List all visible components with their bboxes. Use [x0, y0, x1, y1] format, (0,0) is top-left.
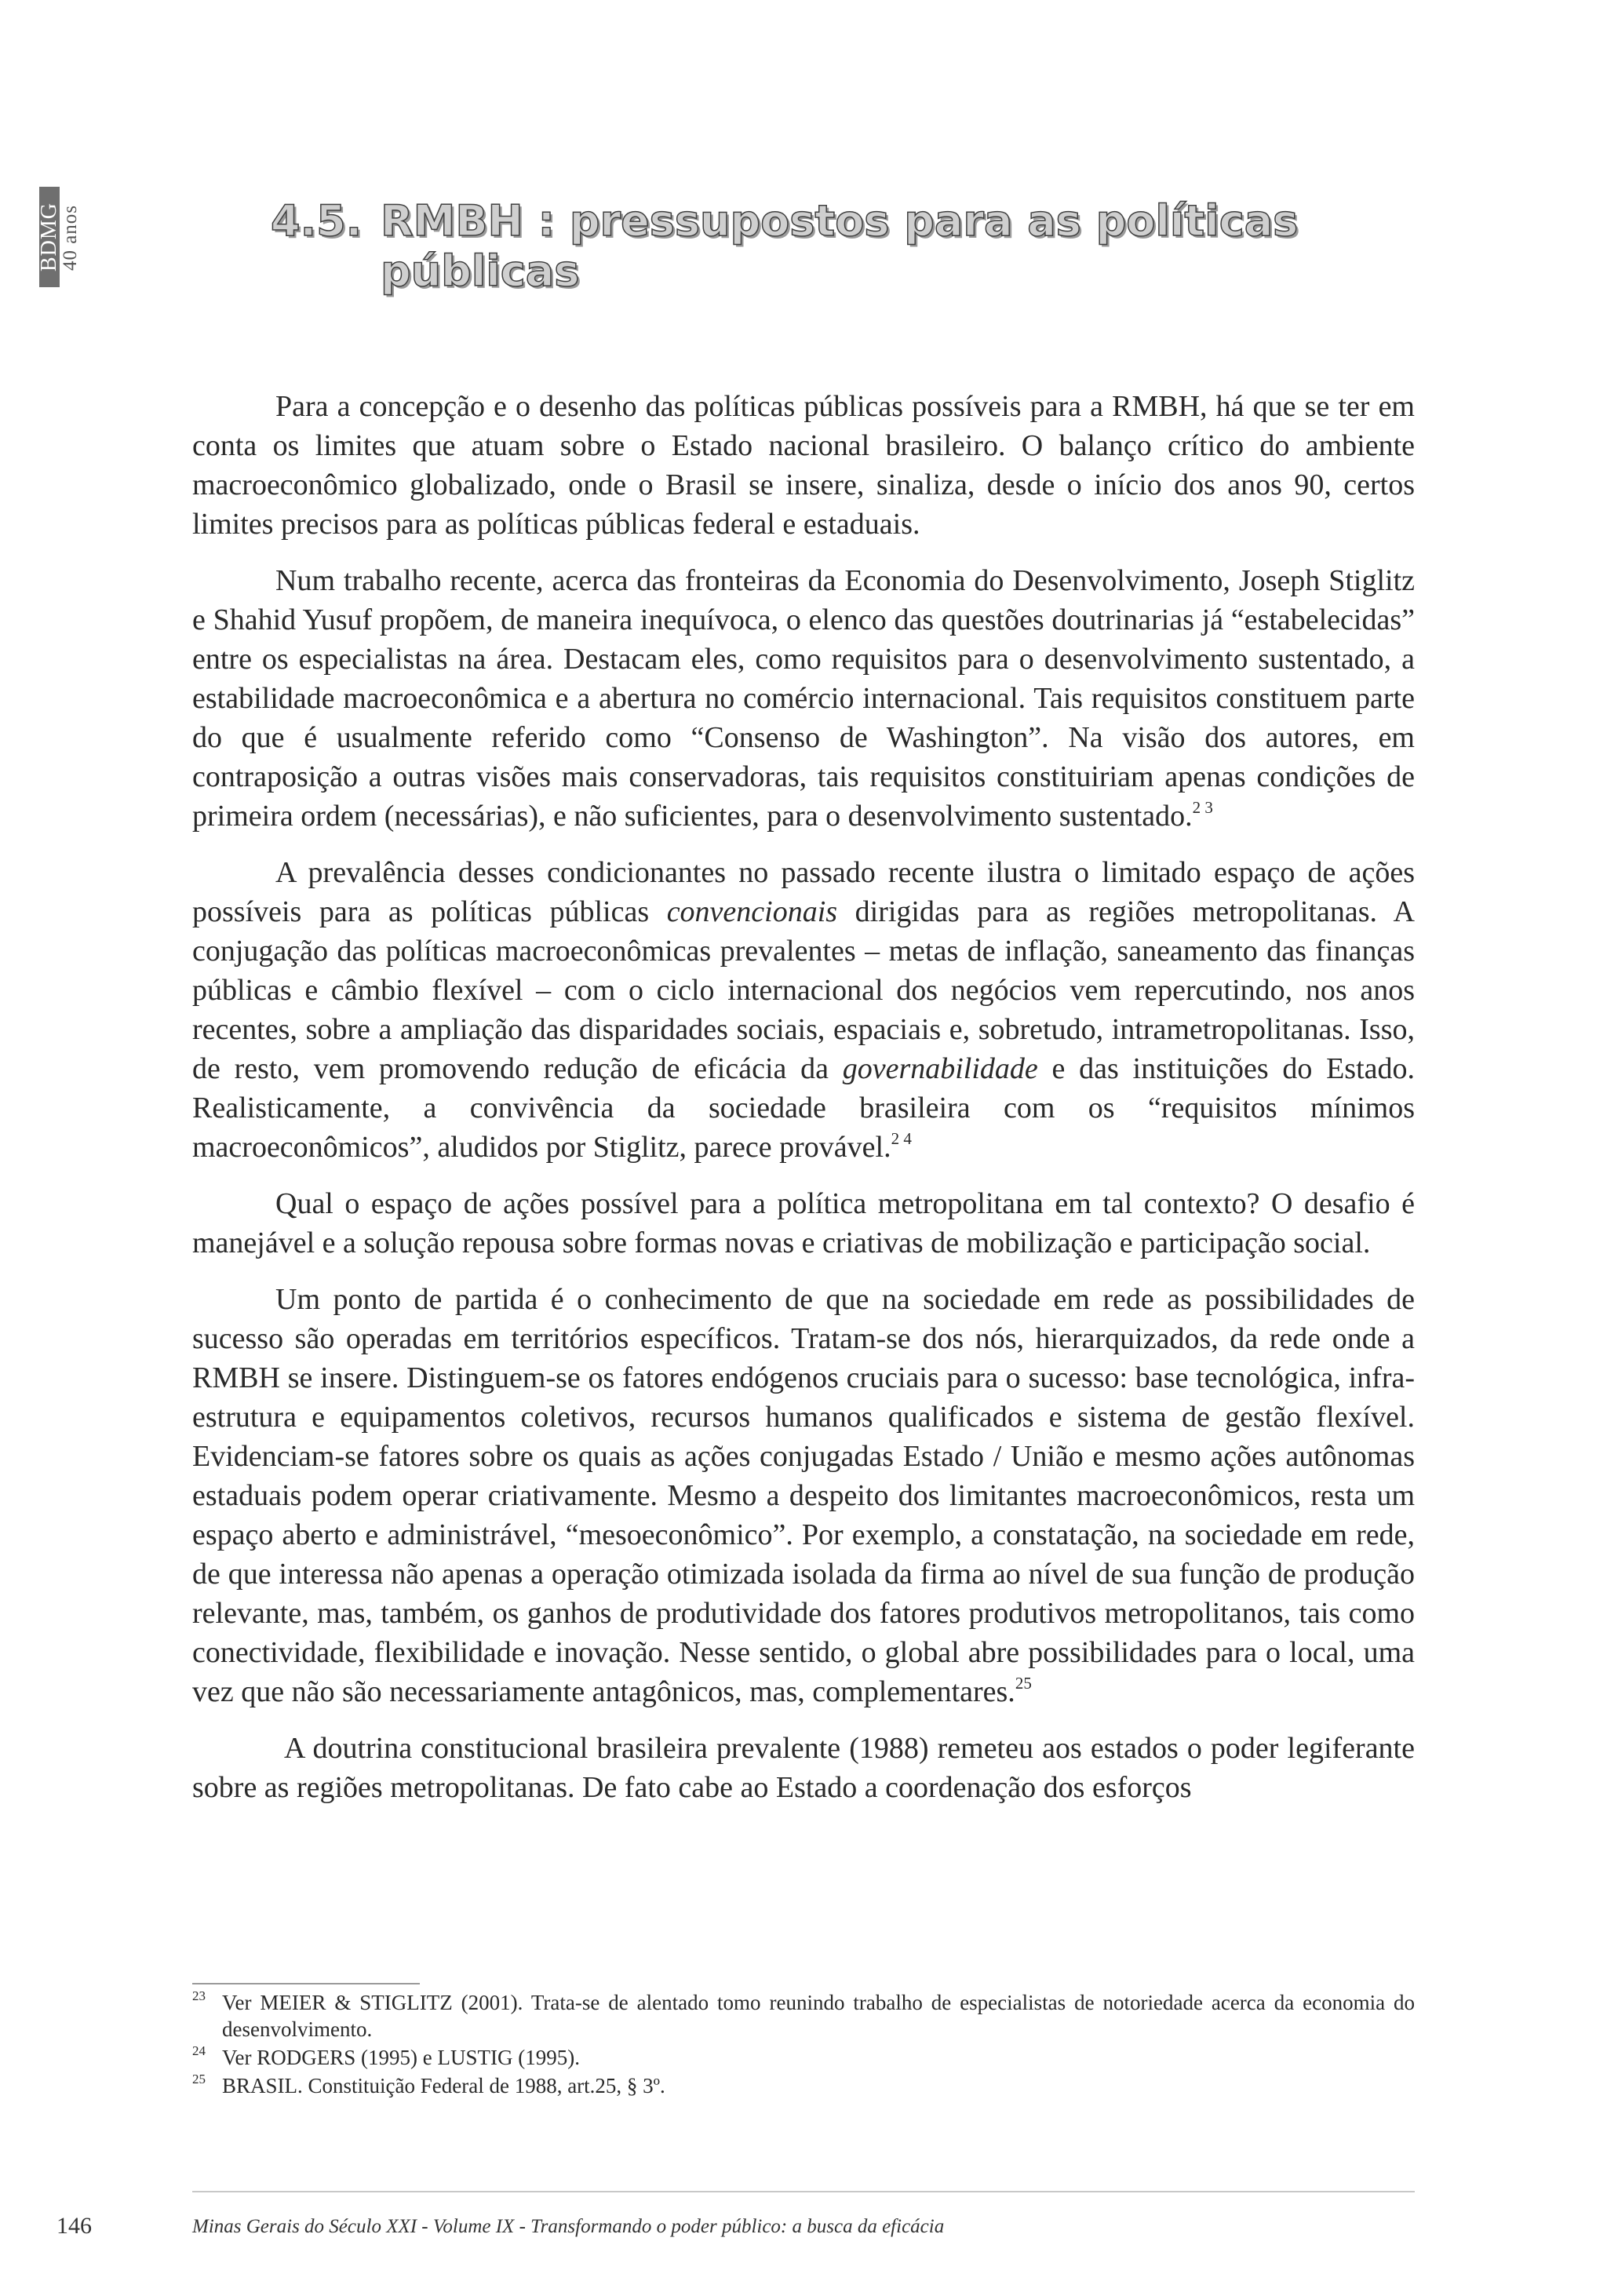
footnote-ref-24: 2 4	[891, 1129, 912, 1149]
paragraph-1: Para a concepção e o desenho das políticas públicas possíveis para a RMBH, há que se ter em conta os limites que atuam sobre o Estado nacional brasileiro. O balanço crítico do ambiente macroeconômico globalizado, onde o Brasil se insere, sinaliza, desde o início dos anos 90, certos limites precisos para as políticas públicas federal e estaduais.	[192, 390, 1415, 541]
emphasis-convencionais: convencionais	[666, 895, 838, 928]
paragraph-5	[192, 1280, 1415, 1711]
paragraph-3-text-a: A prevalência desses condicionantes no passado recente ilustra o limitado espaço de ações possíveis para as políticas públicas	[192, 856, 1415, 928]
paragraph-3-text-c: e das instituições do Estado. Realisticamente, a convivência da sociedade brasileira com os “requisitos mínimos macroeconômicos”, aludidos por Stiglitz, parece provável.	[192, 1052, 1416, 1164]
body-text	[192, 387, 1415, 1824]
footnote-text: BRASIL. Constituição Federal de 1988, art.25, § 3º.	[222, 2074, 665, 2097]
brand-label: BDMG	[37, 202, 61, 272]
paragraph-5-text: Um ponto de partida é o conhecimento de que na sociedade em rede as possibilidades de sucesso são operadas em territórios específicos. Tratam-se dos nós, hierarquizados, da rede onde a RMBH se insere. Distinguem-se os fatores endógenos cruciais para o sucesso: base tecnológica, infra-estrutura e equipamentos coletivos, recursos humanos qualificados e sistema de gestão flexível. Evidenciam-se fatores sobre os quais as ações conjugadas Estado / União e mesmo ações autônomas estaduais podem operar criativamente. Mesmo a despeito dos limitantes macroeconômicos, resta um espaço aberto e administrável, “mesoeconômico”. Por exemplo, a constatação, na sociedade em rede, de que interessa não apenas a operação otimizada isolada da firma ao nível de sua função de produção relevante, mas, também, os ganhos de produtividade dos fatores produtivos metropolitanos, tais como conectividade, flexibilidade e inovação. Nesse sentido, o global abre possibilidades para o local, uma vez que não são necessariamente antagônicos, mas, complementares.	[192, 1283, 1415, 1708]
footer-divider	[192, 2191, 1415, 2192]
footnote-number: 25	[192, 2072, 206, 2086]
footnote-number: 24	[192, 2043, 206, 2058]
section-title-line2: públicas	[381, 246, 580, 296]
footnote-divider	[192, 1983, 420, 1984]
footnote-text: Ver RODGERS (1995) e LUSTIG (1995).	[222, 2046, 580, 2069]
footnotes	[192, 1989, 1415, 2101]
footnote-ref-25: 25	[1015, 1674, 1032, 1693]
paragraph-4: Qual o espaço de ações possível para a política metropolitana em tal contexto? O desafio é manejável e a solução repousa sobre formas novas e criativas de mobilização e participação social.	[192, 1187, 1415, 1259]
paragraph-3-text-b: dirigidas para as regiões metropolitanas. A conjugação das políticas macroeconômicas prevalentes – metas de inflação, saneamento das finanças públicas e câmbio flexível – com o ciclo internacional dos negócios vem repercutindo, nos anos recentes, sobre a ampliação das disparidades sociais, espaciais e, sobretudo, intrametropolitanas. Isso, de resto, vem promovendo redução de eficácia da	[192, 895, 1415, 1085]
paragraph-2	[192, 561, 1415, 836]
footnote-text: Ver MEIER & STIGLITZ (2001). Trata-se de alentado tomo reunindo trabalho de especialistas de notoriedade acerca da economia do desenvolvimento.	[222, 1991, 1415, 2041]
paragraph-2-text: Num trabalho recente, acerca das fronteiras da Economia do Desenvolvimento, Joseph Stiglitz e Shahid Yusuf propõem, de maneira inequívoca, o elenco das questões doutrinarias já “estabelecidas” entre os especialistas na área. Destacam eles, como requisitos para o desenvolvimento sustentado, a estabilidade macroeconômica e a abertura no comércio internacional. Tais requisitos constituem parte do que é usualmente referido como “Consenso de Washington”. Na visão dos autores, em contraposição a outras visões mais conservadoras, tais requisitos constituiriam apenas condições de primeira ordem (necessárias), e não suficientes, para o desenvolvimento sustentado.	[192, 564, 1415, 833]
paragraph-6: A doutrina constitucional brasileira prevalente (1988) remeteu aos estados o poder legiferante sobre as regiões metropolitanas. De fato cabe ao Estado a coordenação dos esforços	[192, 1732, 1415, 1804]
page-number: 146	[56, 2213, 92, 2239]
footnote-24	[192, 2044, 1415, 2071]
side-tab	[36, 187, 81, 289]
section-heading	[271, 196, 1448, 297]
footnote-ref-23: 2 3	[1192, 798, 1213, 818]
section-number: 4.5.	[271, 196, 363, 246]
section-title-line1: RMBH : pressupostos para as políticas	[381, 196, 1299, 246]
anniversary-label: 40 anos	[60, 204, 81, 272]
paragraph-3	[192, 853, 1415, 1167]
footnote-25	[192, 2072, 1415, 2099]
emphasis-governabilidade: governabilidade	[842, 1052, 1038, 1085]
running-title: Minas Gerais do Século XXI - Volume IX - Transformando o poder público: a busca da eficácia	[192, 2216, 945, 2237]
footnote-number: 23	[192, 1988, 206, 2003]
brand-badge	[39, 187, 60, 287]
footnote-23	[192, 1989, 1415, 2043]
